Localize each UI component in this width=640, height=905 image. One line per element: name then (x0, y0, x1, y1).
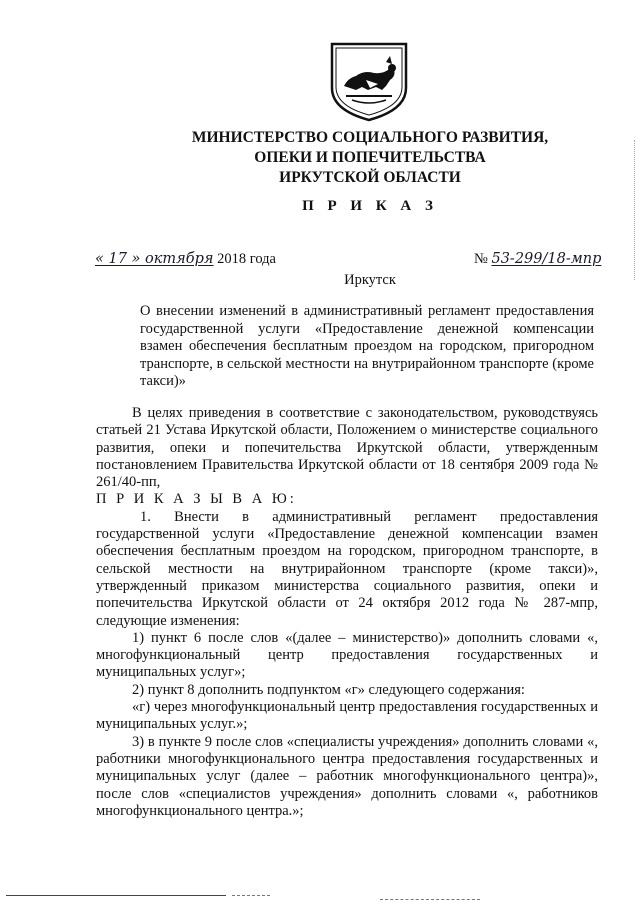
document-type: П Р И К А З (302, 198, 438, 214)
order-number (474, 251, 601, 268)
handwritten-number: 53-299/18-мпр (491, 251, 602, 267)
subitem-1: 1) пункт 6 после слов «(далее – министерство)» дополнить словами «, многофункциональный центр предоставления государственных и муниципальных услуг»; (96, 629, 598, 681)
order-year: 2018 года (217, 251, 276, 267)
irkutsk-coat-of-arms-icon (326, 40, 412, 122)
city: Иркутск (344, 272, 396, 288)
scan-edge-line (6, 895, 226, 896)
order-subject: О внесении изменений в административный регламент предоставления государственной услуги «Предоставление денежной компенсации взамен обеспечения бесплатным проездом на городском, пригородном транспорте, в сельской местности на внутрирайонном транспорте (кроме такси)» (140, 303, 594, 389)
preamble-paragraph: В целях приведения в соответствие с законодательством, руководствуясь статьей 21 Устава Иркутской области, Положением о министерстве социального развития, опеки и попечительства Иркутской области, утвержденным постановлением Правительства Иркутской области от 18 сентября 2009 года № 261/40-пп, (96, 405, 598, 491)
scan-edge-dash-right (380, 899, 480, 900)
item-1: 1. Внести в административный регламент предоставления государственной услуги «Предоставление денежной компенсации взамен обеспечения бесплатным проездом на городском, пригородном транспорте, в сельской местности на внутрирайонном транспорте (кроме такси)», утвержденный приказом министерства социального развития, опеки и попечительства Иркутской области от 24 октября 2012 года № 287-мпр, следующие изменения: (96, 508, 598, 629)
subitem-3: 3) в пункте 9 после слов «специалисты учреждения» дополнить словами «, работники многофункционального центра предоставления государственных и муниципальных услуг (далее – работник многофункционального центра)», после слов «специалистов учреждения» дополнить словами «, работников многофункционального центра.»; (96, 733, 598, 819)
subitem-2-text: «г) через многофункциональный центр предоставления государственных и муниципальных услуг.»; (96, 699, 598, 733)
number-label: № (474, 251, 488, 267)
order-word: П Р И К А З Ы В А Ю: (96, 491, 297, 508)
ministry-line-3: ИРКУТСКОЙ ОБЛАСТИ (279, 169, 461, 186)
scan-edge-dots (634, 140, 635, 280)
order-date (95, 251, 276, 268)
handwritten-date: « 17 » октября (95, 251, 214, 267)
ministry-line-2: ОПЕКИ И ПОПЕЧИТЕЛЬСТВА (254, 149, 486, 166)
ministry-name (140, 128, 600, 188)
order-body (96, 405, 598, 820)
subitem-2: 2) пункт 8 дополнить подпунктом «г» следующего содержания: (132, 681, 525, 698)
scan-edge-dash (232, 895, 270, 896)
ministry-line-1: МИНИСТЕРСТВО СОЦИАЛЬНОГО РАЗВИТИЯ, (191, 129, 549, 146)
